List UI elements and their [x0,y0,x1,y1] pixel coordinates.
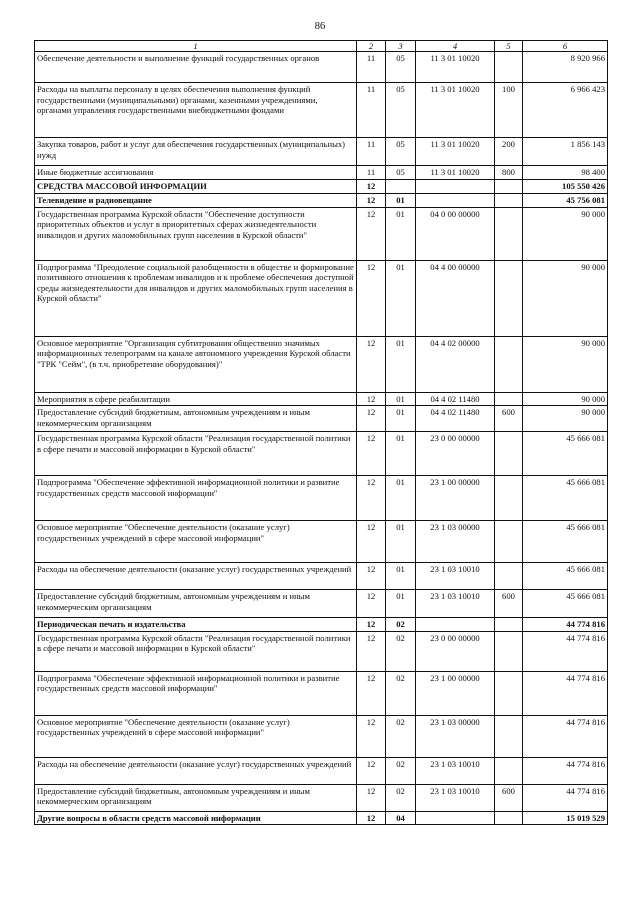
row-target-code: 04 0 00 00000 [416,207,495,260]
header-col-1: 1 [35,41,357,52]
row-name: Государственная программа Курской области "Обеспечение доступности приоритетных объектов и услуг в приоритетных сферах жизнедеятельности инвалидов и других маломобильных групп населения в Курской области" [35,207,357,260]
row-target-code: 23 1 03 10010 [416,563,495,590]
table-row [35,52,608,83]
row-expense-type [495,631,523,671]
table-row [35,336,608,392]
row-target-code: 11 3 01 10020 [416,52,495,83]
header-col-5: 5 [495,41,523,52]
row-target-code: 04 4 00 00000 [416,260,495,336]
row-section: 12 [357,432,386,476]
row-amount: 1 856 143 [523,138,608,166]
row-target-code: 11 3 01 10020 [416,138,495,166]
row-amount: 44 774 816 [523,618,608,632]
table-row [35,392,608,406]
row-expense-type [495,563,523,590]
row-expense-type [495,671,523,715]
budget-table-body [35,41,608,825]
row-subsection: 02 [386,715,416,757]
row-section: 12 [357,336,386,392]
row-section: 12 [357,590,386,618]
table-row [35,180,608,194]
row-name: Основное мероприятие "Организация субтитрования общественно значимых информационных телепрограмм на канале автономного учреждения Курской области "ТРК "Сейм", (в т.ч. приобретение оборудования)" [35,336,357,392]
row-name: Основное мероприятие "Обеспечение деятельности (оказание услуг) государственных учреждений в сфере массовой информации" [35,715,357,757]
row-subsection: 01 [386,563,416,590]
table-row [35,166,608,180]
table-row [35,207,608,260]
row-subsection: 01 [386,590,416,618]
row-target-code [416,811,495,825]
row-subsection: 02 [386,618,416,632]
row-section: 12 [357,194,386,208]
table-row [35,590,608,618]
row-name: Другие вопросы в области средств массовой информации [35,811,357,825]
row-subsection: 02 [386,784,416,811]
row-section: 12 [357,671,386,715]
row-expense-type [495,715,523,757]
row-section: 12 [357,618,386,632]
table-row [35,671,608,715]
row-name: Расходы на обеспечение деятельности (оказание услуг) государственных учреждений [35,563,357,590]
table-row [35,406,608,432]
row-expense-type [495,336,523,392]
row-target-code: 23 1 00 00000 [416,671,495,715]
row-amount: 45 666 081 [523,476,608,521]
row-target-code: 23 1 03 10010 [416,757,495,784]
row-amount: 90 000 [523,336,608,392]
row-section: 12 [357,392,386,406]
table-row [35,138,608,166]
table-row [35,757,608,784]
row-subsection: 01 [386,260,416,336]
header-col-6: 6 [523,41,608,52]
row-amount: 6 966 423 [523,83,608,138]
row-amount: 15 019 529 [523,811,608,825]
row-expense-type: 600 [495,784,523,811]
row-subsection: 01 [386,207,416,260]
row-amount: 90 000 [523,260,608,336]
row-amount: 44 774 816 [523,784,608,811]
row-target-code: 23 1 00 00000 [416,476,495,521]
row-target-code [416,180,495,194]
row-section: 11 [357,52,386,83]
row-expense-type: 800 [495,166,523,180]
row-amount: 90 000 [523,207,608,260]
row-subsection: 01 [386,336,416,392]
row-amount: 98 400 [523,166,608,180]
page-number: 86 [314,21,326,32]
row-target-code: 23 1 03 00000 [416,715,495,757]
row-section: 12 [357,406,386,432]
row-name: Расходы на обеспечение деятельности (оказание услуг) государственных учреждений [35,757,357,784]
row-name: СРЕДСТВА МАССОВОЙ ИНФОРМАЦИИ [35,180,357,194]
row-amount: 90 000 [523,392,608,406]
row-name: Периодическая печать и издательства [35,618,357,632]
row-expense-type [495,180,523,194]
table-row [35,194,608,208]
header-col-4: 4 [416,41,495,52]
row-name: Иные бюджетные ассигнования [35,166,357,180]
row-subsection: 01 [386,194,416,208]
row-target-code: 23 1 03 10010 [416,784,495,811]
row-subsection: 05 [386,138,416,166]
row-amount: 105 550 426 [523,180,608,194]
row-amount: 44 774 816 [523,715,608,757]
row-section: 12 [357,811,386,825]
row-target-code: 23 0 00 00000 [416,432,495,476]
table-row [35,811,608,825]
row-expense-type [495,194,523,208]
table-row [35,784,608,811]
row-name: Телевидение и радиовещание [35,194,357,208]
row-subsection: 01 [386,432,416,476]
row-expense-type: 100 [495,83,523,138]
row-expense-type [495,52,523,83]
table-row [35,260,608,336]
row-section: 12 [357,521,386,563]
row-name: Обеспечение деятельности и выполнение функций государственных органов [35,52,357,83]
header-col-2: 2 [357,41,386,52]
table-row [35,476,608,521]
row-expense-type [495,260,523,336]
row-amount: 90 000 [523,406,608,432]
row-section: 12 [357,715,386,757]
row-name: Закупка товаров, работ и услуг для обеспечения государственных (муниципальных) нужд [35,138,357,166]
table-row [35,521,608,563]
row-amount: 44 774 816 [523,631,608,671]
row-target-code: 04 4 02 11480 [416,392,495,406]
row-amount: 8 920 966 [523,52,608,83]
row-target-code [416,194,495,208]
row-section: 12 [357,180,386,194]
table-row [35,432,608,476]
row-target-code: 04 4 02 11480 [416,406,495,432]
row-expense-type [495,392,523,406]
row-subsection: 01 [386,392,416,406]
row-section: 12 [357,476,386,521]
row-name: Предоставление субсидий бюджетным, автономным учреждениям и иным некоммерческим организациям [35,406,357,432]
table-row [35,83,608,138]
row-amount: 45 666 081 [523,590,608,618]
row-subsection: 01 [386,406,416,432]
row-section: 12 [357,784,386,811]
row-subsection: 05 [386,52,416,83]
row-expense-type [495,207,523,260]
row-subsection: 05 [386,83,416,138]
row-subsection: 04 [386,811,416,825]
row-target-code: 23 1 03 00000 [416,521,495,563]
row-amount: 45 666 081 [523,521,608,563]
row-section: 12 [357,260,386,336]
row-target-code: 11 3 01 10020 [416,83,495,138]
row-subsection: 01 [386,476,416,521]
row-subsection: 02 [386,671,416,715]
row-subsection: 01 [386,521,416,563]
table-row [35,563,608,590]
row-target-code: 23 1 03 10010 [416,590,495,618]
row-name: Основное мероприятие "Обеспечение деятельности (оказание услуг) государственных учреждений в сфере массовой информации" [35,521,357,563]
row-name: Подпрограмма "Преодоление социальной разобщенности в обществе и формирование позитивного отношения к проблемам инвалидов и к проблеме обеспечения доступной среды жизнедеятельности для инвалидов и других маломобильных групп населения в Курской области" [35,260,357,336]
row-amount: 45 756 081 [523,194,608,208]
row-amount: 44 774 816 [523,671,608,715]
row-subsection: 02 [386,631,416,671]
row-name: Государственная программа Курской области "Реализация государственной политики в сфере печати и массовой информации в Курской области" [35,631,357,671]
row-target-code: 04 4 02 00000 [416,336,495,392]
row-section: 12 [357,757,386,784]
row-amount: 44 774 816 [523,757,608,784]
row-expense-type [495,521,523,563]
row-section: 12 [357,207,386,260]
row-expense-type [495,618,523,632]
row-expense-type [495,476,523,521]
row-name: Подпрограмма "Обеспечение эффективной информационной политики и развитие государственных средств массовой информации" [35,671,357,715]
row-section: 12 [357,563,386,590]
row-amount: 45 666 081 [523,563,608,590]
row-name: Расходы на выплаты персоналу в целях обеспечения выполнения функций государственными (муниципальными) органами, казенными учреждениями, органами управления государственными внебюджетными фондами [35,83,357,138]
row-subsection: 05 [386,166,416,180]
row-expense-type: 200 [495,138,523,166]
row-expense-type [495,757,523,784]
row-name: Подпрограмма "Обеспечение эффективной информационной политики и развитие государственных средств массовой информации" [35,476,357,521]
row-subsection [386,180,416,194]
budget-table [34,40,608,825]
row-target-code [416,618,495,632]
row-amount: 45 666 081 [523,432,608,476]
row-expense-type [495,811,523,825]
row-target-code: 23 0 00 00000 [416,631,495,671]
row-expense-type [495,432,523,476]
row-name: Мероприятия в сфере реабилитации [35,392,357,406]
row-name: Государственная программа Курской области "Реализация государственной политики в сфере печати и массовой информации в Курской области" [35,432,357,476]
table-row [35,715,608,757]
row-section: 11 [357,166,386,180]
row-name: Предоставление субсидий бюджетным, автономным учреждениям и иным некоммерческим организациям [35,784,357,811]
row-subsection: 02 [386,757,416,784]
table-row [35,618,608,632]
row-section: 11 [357,138,386,166]
table-header-row [35,41,608,52]
header-col-3: 3 [386,41,416,52]
row-target-code: 11 3 01 10020 [416,166,495,180]
row-name: Предоставление субсидий бюджетным, автономным учреждениям и иным некоммерческим организациям [35,590,357,618]
row-section: 11 [357,83,386,138]
table-row [35,631,608,671]
row-section: 12 [357,631,386,671]
row-expense-type: 600 [495,590,523,618]
row-expense-type: 600 [495,406,523,432]
